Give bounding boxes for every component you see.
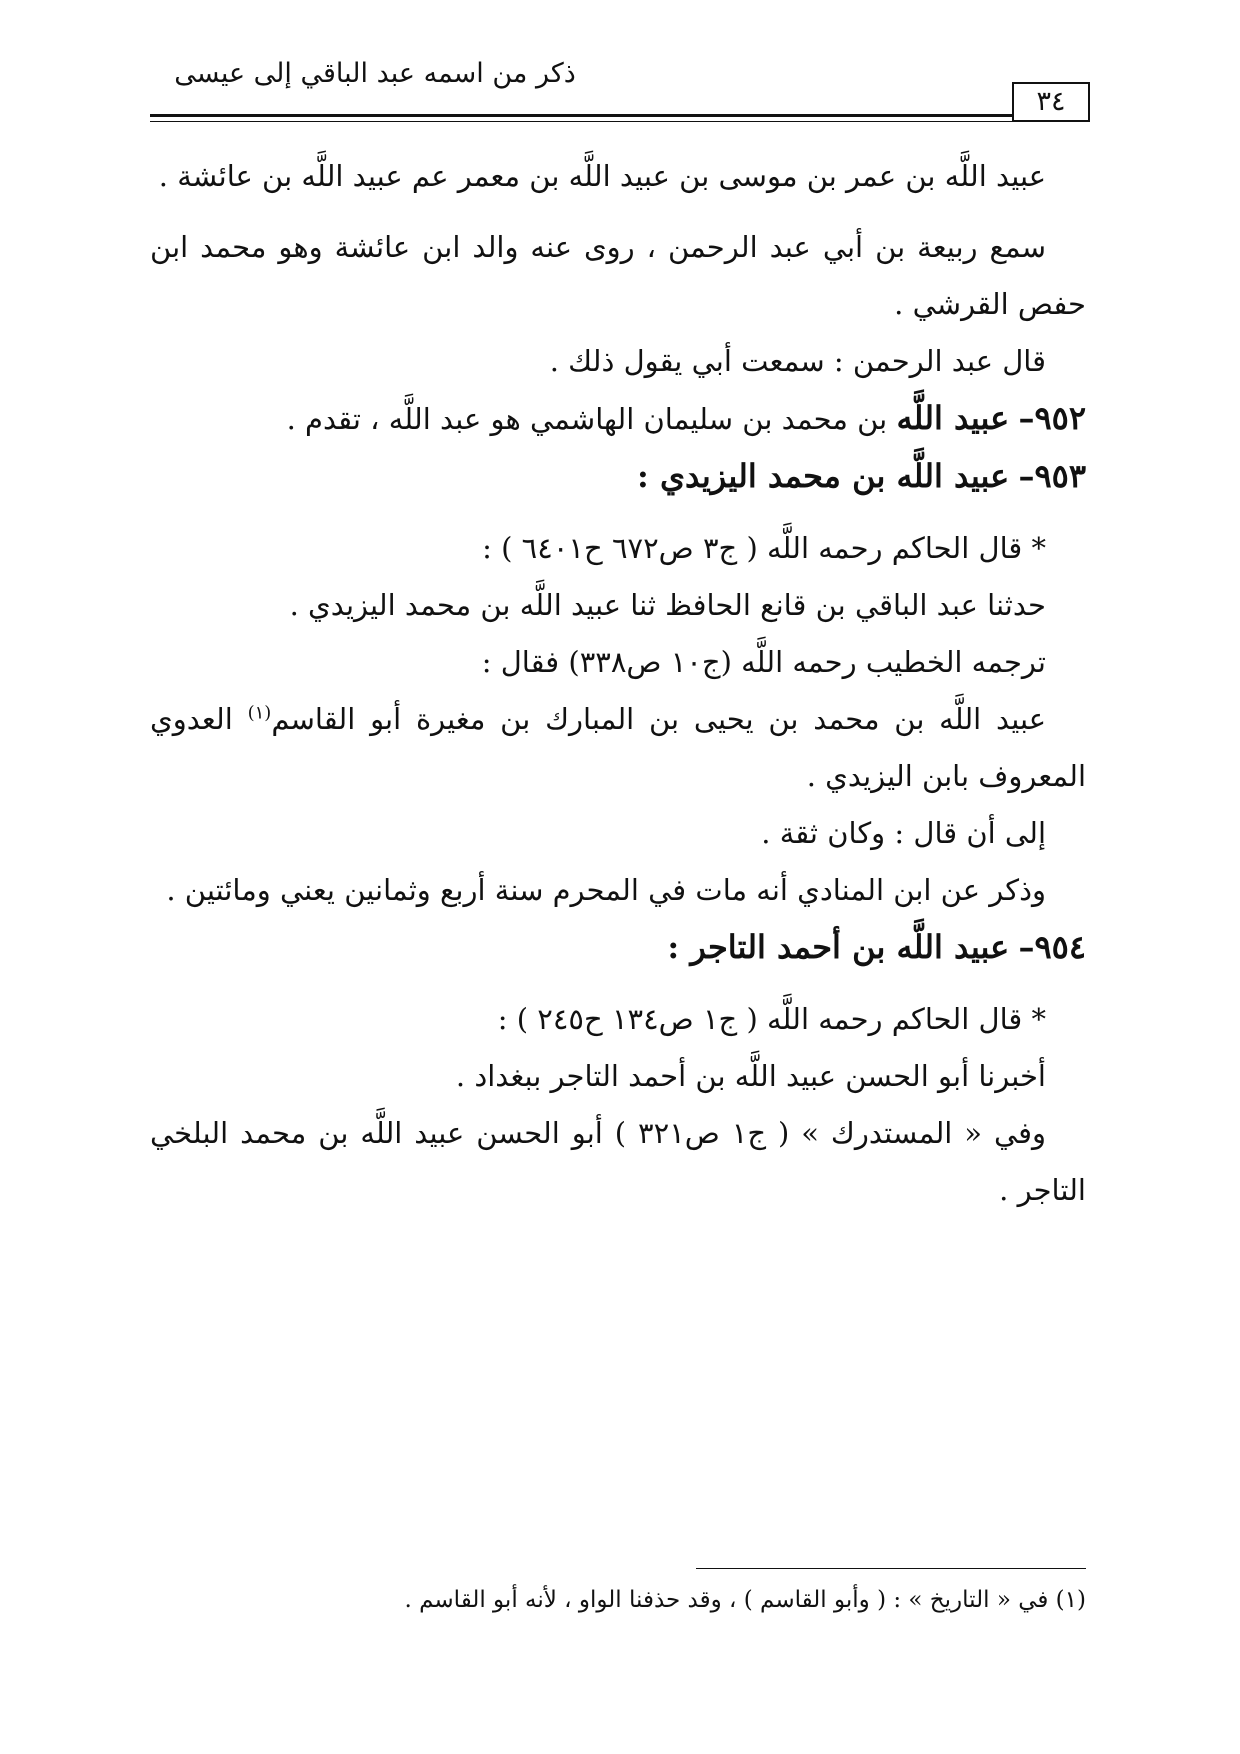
footnote-marker: (١) [247, 702, 272, 724]
entry-name: عبيد اللَّه بن محمد اليزيدي : [637, 457, 1010, 495]
paragraph: قال عبد الرحمن : سمعت أبي يقول ذلك . [549, 344, 1046, 378]
paragraph: أخبرنا أبو الحسن عبيد اللَّه بن أحمد التاجر ببغداد . [455, 1059, 1046, 1093]
paragraph: عبيد اللَّه بن عمر بن موسى بن عبيد اللَّه بن معمر عم عبيد اللَّه بن عائشة . [158, 159, 1046, 193]
paragraph-text: العدوي المعروف بابن اليزيدي . [150, 702, 1086, 793]
paragraph: وذكر عن ابن المنادي أنه مات في المحرم سنة أربع وثمانين يعني ومائتين . [166, 873, 1046, 907]
footnote-separator [696, 1568, 1086, 1569]
entry-number: ٩٥٣– [1018, 457, 1086, 495]
main-text [150, 148, 1086, 1219]
paragraph-text: عبيد اللَّه بن محمد بن يحيى بن المبارك بن مغيرة أبو القاسم [271, 702, 1046, 736]
paragraph: إلى أن قال : وكان ثقة . [761, 816, 1046, 850]
paragraph: سمع ربيعة بن أبي عبد الرحمن ، روى عنه والد ابن عائشة وهو محمد ابن حفص القرشي . [150, 230, 1086, 321]
paragraph: * قال الحاكم رحمه اللَّه ( ج٣ ص٦٧٢ ح٦٤٠١ ) : [482, 531, 1046, 565]
header-rule-thin [150, 121, 1012, 122]
header-rule-thick [150, 114, 1012, 117]
paragraph: ترجمه الخطيب رحمه اللَّه (ج١٠ ص٣٣٨) فقال : [481, 645, 1046, 679]
entry-952 [150, 390, 1086, 448]
entry-text: بن محمد بن سليمان الهاشمي هو عبد اللَّه ، تقدم . [286, 402, 888, 436]
entry-name: عبيد اللَّه بن أحمد التاجر : [667, 928, 1010, 966]
paragraph: * قال الحاكم رحمه اللَّه ( ج١ ص١٣٤ ح٢٤٥ ) : [497, 1002, 1046, 1036]
footnote: (١) في « التاريخ » : ( وأبو القاسم ) ، وقد حذفنا الواو ، لأنه أبو القاسم . [404, 1587, 1086, 1613]
paragraph: وفي « المستدرك » ( ج١ ص٣٢١ ) أبو الحسن عبيد اللَّه بن محمد البلخي التاجر . [150, 1116, 1086, 1207]
entry-number: ٩٥٢– [1018, 399, 1086, 437]
running-title: ذكر من اسمه عبد الباقي إلى عيسى [174, 58, 576, 89]
page-number: ٣٤ [1012, 82, 1090, 122]
entry-number: ٩٥٤– [1018, 928, 1086, 966]
paragraph [150, 691, 1086, 805]
entry-954 [150, 919, 1086, 977]
paragraph: حدثنا عبد الباقي بن قانع الحافظ ثنا عبيد اللَّه بن محمد اليزيدي . [289, 588, 1046, 622]
entry-name: عبيد اللَّه [896, 399, 1010, 437]
entry-953 [150, 448, 1086, 506]
